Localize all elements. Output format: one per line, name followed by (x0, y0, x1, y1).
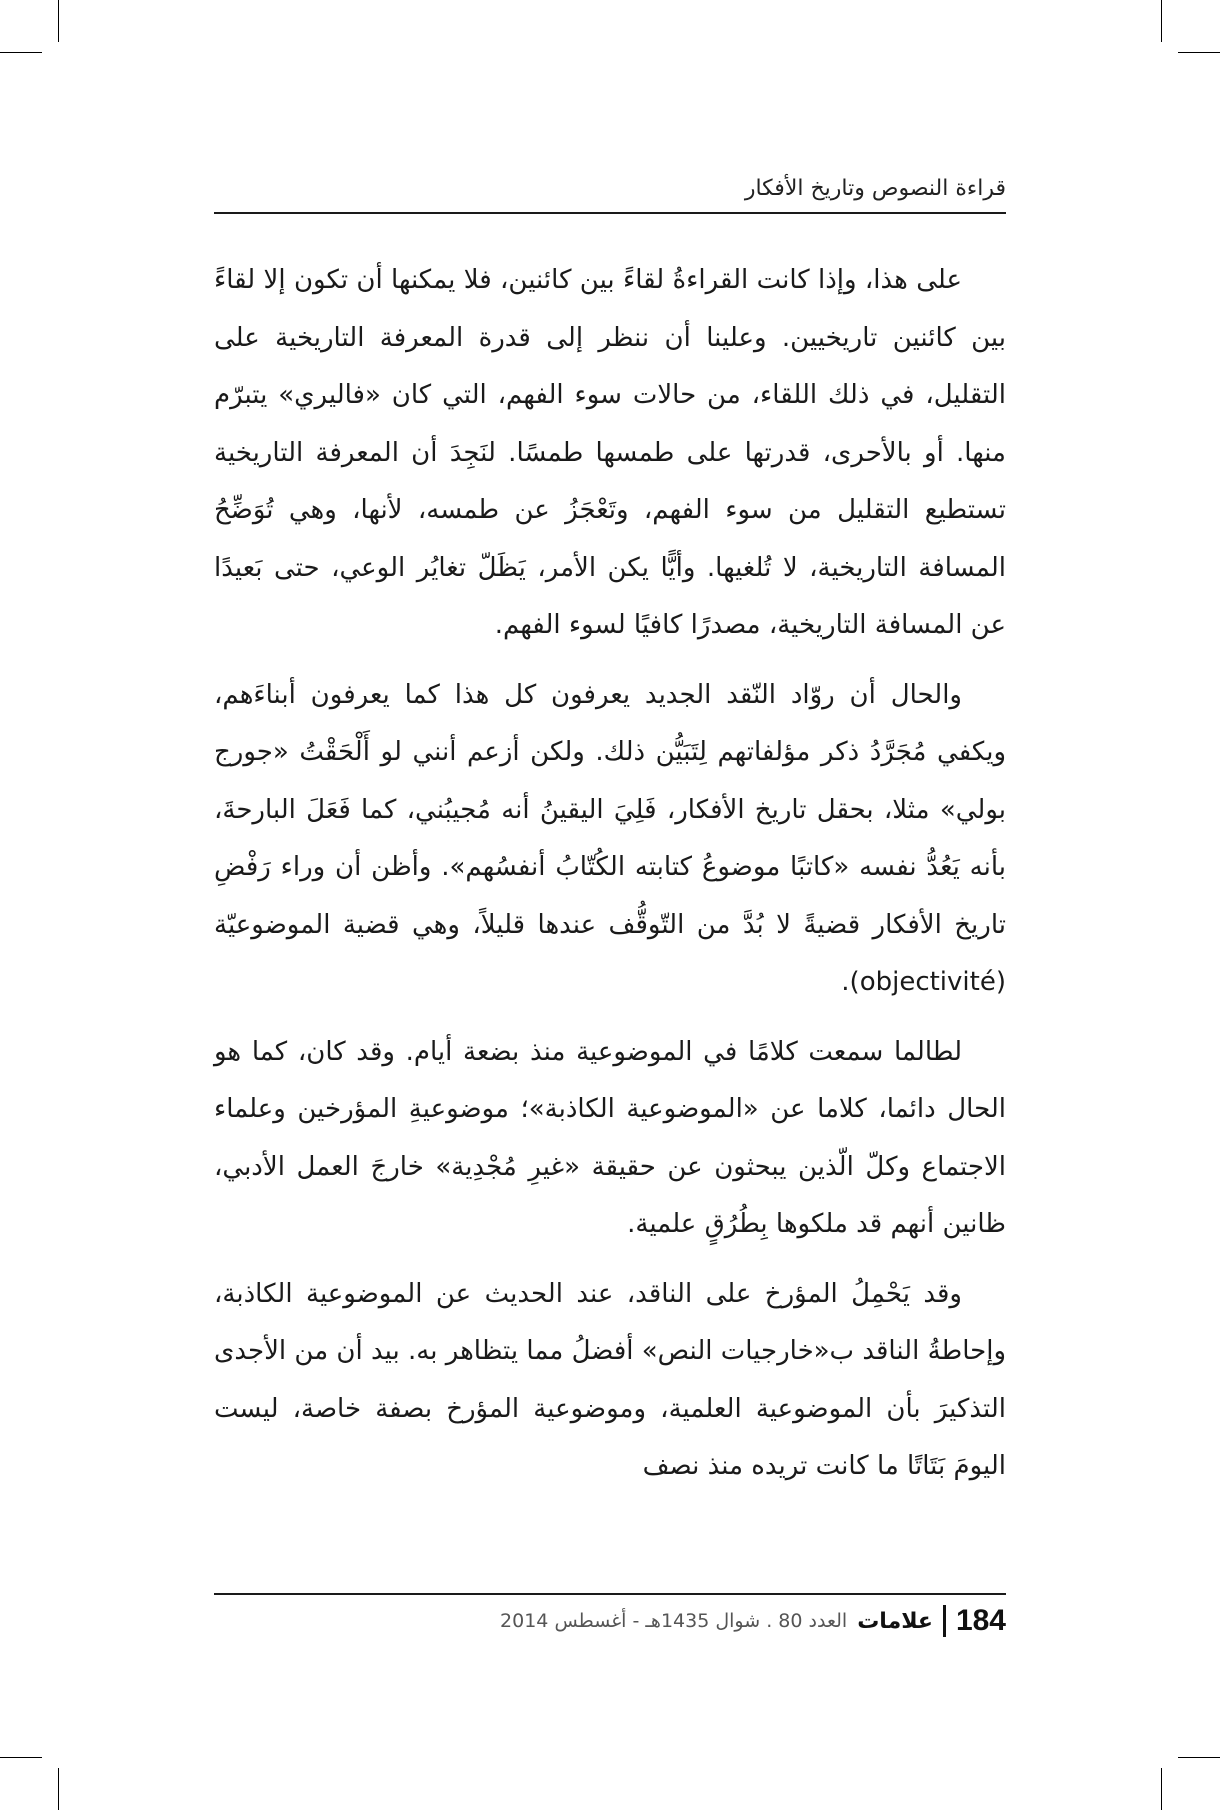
header-rule (214, 212, 1006, 214)
paragraph: على هذا، وإذا كانت القراءةُ لقاءً بين كائنين، فلا يمكنها أن تكون إلا لقاءً بين كائنين تاريخيين. وعلينا أن ننظر إلى قدرة المعرفة التاريخية على التقليل، في ذلك اللقاء، من حالات سوء الفهم، التي كان «فاليري» يتبرّم منها. أو بالأحرى، قدرتها على طمسها طمسًا. لنَجِدَ أن المعرفة التاريخية تستطيع التقليل من سوء الفهم، وتَعْجَزُ عن طمسه، لأنها، وهي تُوَضِّحُ المسافة التاريخية، لا تُلغيها. وأيًّا يكن الأمر، يَظَلّ تغايُر الوعي، حتى بَعيدًا عن المسافة التاريخية، مصدرًا كافيًا لسوء الفهم. (214, 265, 1006, 640)
issue-info: العدد 80 . شوال 1435هـ - أغسطس 2014 (500, 1610, 848, 1632)
footer-divider (943, 1605, 946, 1637)
crop-mark (58, 1768, 59, 1810)
paragraph: والحال أن روّاد النّقد الجديد يعرفون كل هذا كما يعرفون أبناءَهم، ويكفي مُجَرَّدُ ذكر مؤلفاتهم لِتَبَيُّن ذلك. ولكن أزعم أنني لو أَلْحَقْتُ «جورج بولي» مثلا، بحقل تاريخ الأفكار، فَلِيَ اليقينُ أنه مُجيبُني، كما فَعَلَ البارحةَ، بأنه يَعُدُّ نفسه «كاتبًا موضوعُ كتابته الكُتّابُ أنفسُهم». وأظن أن وراء رَفْضِ تاريخ الأفكار قضيةً لا بُدَّ من التّوقُّف عندها قليلاً، وهي قضية الموضوعيّة (objectivité). (214, 679, 1006, 997)
crop-mark (0, 52, 42, 53)
crop-mark (0, 1757, 42, 1758)
journal-name: علامات (857, 1608, 933, 1634)
running-head: قراءة النصوص وتاريخ الأفكار (744, 176, 1006, 201)
footer-rule (214, 1593, 1006, 1595)
page-number: 184 (955, 1604, 1006, 1637)
paragraph: وقد يَحْمِلُ المؤرخ على الناقد، عند الحديث عن الموضوعية الكاذبة، وإحاطةُ الناقد ب«خارجيات النص» أفضلُ مما يتظاهر به. بيد أن من الأجدى التذكيرَ بأن الموضوعية العلمية، وموضوعية المؤرخ بصفة خاصة، ليست اليومَ بَتَاتًا ما كانت تريده منذ نصف (214, 1278, 1006, 1481)
body-text (214, 252, 1006, 1508)
page-footer (214, 1604, 1006, 1638)
paragraph: لطالما سمعت كلامًا في الموضوعية منذ بضعة أيام. وقد كان، كما هو الحال دائما، كلاما عن «الموضوعية الكاذبة»؛ موضوعيةِ المؤرخين وعلماء الاجتماع وكلّ الّذين يبحثون عن حقيقة «غيرِ مُجْدِية» خارجَ العمل الأدبي، ظانين أنهم قد ملكوها بِطُرُقٍ علمية. (214, 1036, 1006, 1239)
crop-mark (1178, 1757, 1220, 1758)
crop-mark (1178, 52, 1220, 53)
crop-mark (1161, 0, 1162, 42)
crop-mark (1161, 1768, 1162, 1810)
crop-mark (58, 0, 59, 42)
